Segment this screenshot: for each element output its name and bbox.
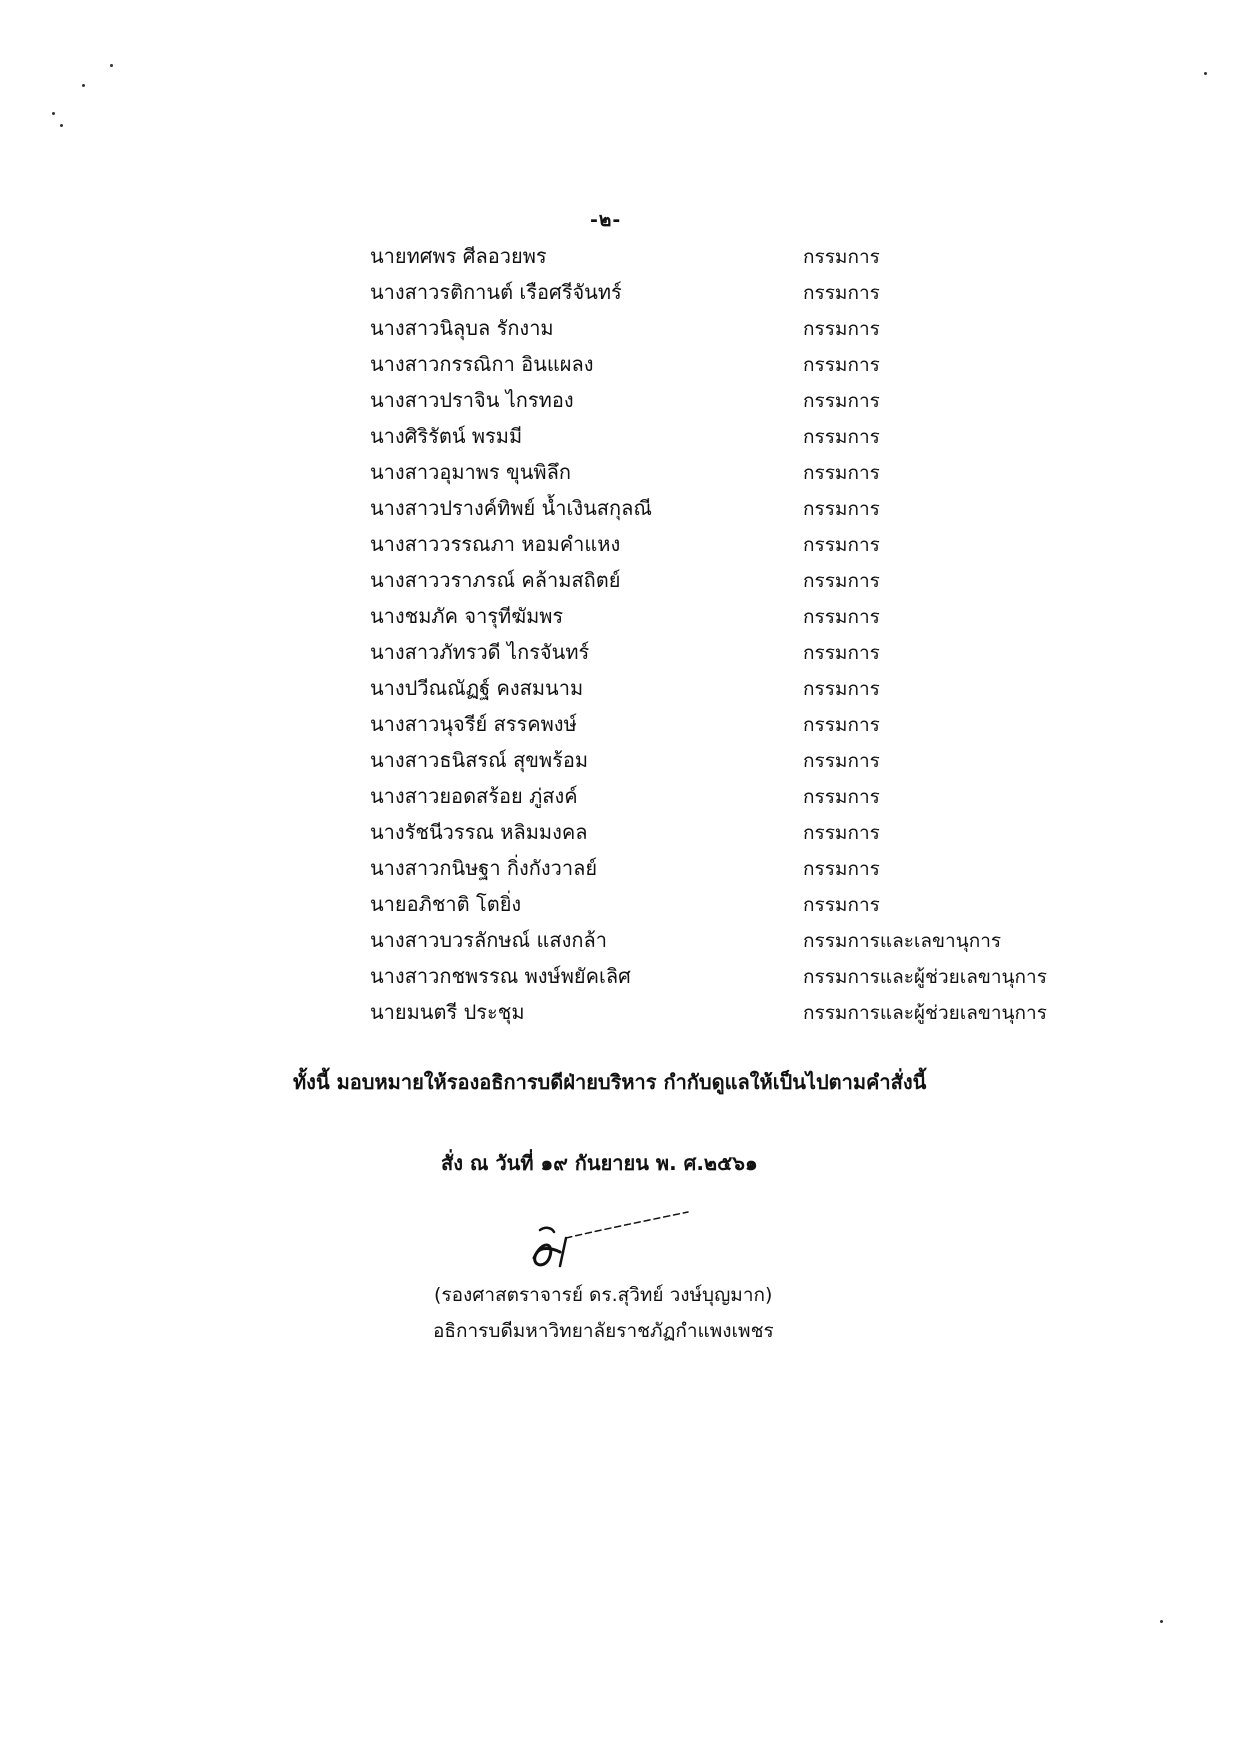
page-number: -๒-	[590, 209, 622, 231]
member-name: นางสาวกนิษฐา กิ่งกังวาลย์	[370, 856, 598, 880]
member-name: นางสาวนิลุบล รักงาม	[370, 316, 554, 340]
member-name: นางสาววรรณภา หอมคำแหง	[370, 532, 621, 556]
member-row	[370, 416, 1070, 452]
member-row	[370, 236, 1070, 272]
member-row	[370, 776, 1070, 812]
member-row	[370, 956, 1070, 992]
scan-speck	[82, 84, 85, 87]
order-date: สั่ง ณ วันที่ ๑๙ กันยายน พ. ศ.๒๕๖๑	[441, 1151, 758, 1175]
assignment-statement: ทั้งนี้ มอบหมายให้รองอธิการบดีฝ่ายบริหาร กำกับดูแลให้เป็นไปตามคำสั่งนี้	[293, 1070, 927, 1094]
member-role: กรรมการและเลขานุการ	[803, 930, 1002, 952]
member-name: นางสาวนุจรีย์ สรรคพงษ์	[370, 712, 577, 736]
committee-member-list	[370, 236, 1070, 1028]
member-name: นางสาวปรางค์ทิพย์ น้ำเงินสกุลณี	[370, 496, 652, 520]
member-name: นางสาวรติกานต์ เรือศรีจันทร์	[370, 280, 622, 304]
member-row	[370, 272, 1070, 308]
member-role: กรรมการและผู้ช่วยเลขานุการ	[803, 966, 1047, 988]
member-name: นางสาวภัทรวดี ไกรจันทร์	[370, 640, 590, 664]
member-name: นางสาวธนิสรณ์ สุขพร้อม	[370, 748, 589, 772]
signer-name: (รองศาสตราจารย์ ดร.สุวิทย์ วงษ์บุญมาก)	[434, 1284, 773, 1306]
member-role: กรรมการและผู้ช่วยเลขานุการ	[803, 1002, 1047, 1024]
member-role: กรรมการ	[803, 894, 880, 916]
member-row	[370, 740, 1070, 776]
member-name: นางศิริรัตน์ พรมมี	[370, 424, 523, 448]
scan-speck	[1160, 1620, 1163, 1623]
member-name: นางสาวปราจิน ไกรทอง	[370, 388, 574, 412]
member-name: นางสาววราภรณ์ คล้ามสถิตย์	[370, 568, 621, 592]
member-row	[370, 560, 1070, 596]
member-role: กรรมการ	[803, 534, 880, 556]
member-role: กรรมการ	[803, 858, 880, 880]
member-row	[370, 704, 1070, 740]
member-name: นายทศพร ศีลอวยพร	[370, 244, 547, 268]
scan-speck	[60, 124, 63, 127]
member-row	[370, 848, 1070, 884]
member-row	[370, 488, 1070, 524]
member-name: นางสาวยอดสร้อย ภู่สงค์	[370, 784, 578, 808]
member-role: กรรมการ	[803, 678, 880, 700]
member-name: นางสาวกชพรรณ พงษ์พยัคเลิศ	[370, 964, 631, 988]
member-row	[370, 596, 1070, 632]
member-name: นางสาวกรรณิกา อินแผลง	[370, 352, 594, 376]
member-role: กรรมการ	[803, 462, 880, 484]
member-row	[370, 452, 1070, 488]
member-row	[370, 668, 1070, 704]
member-row	[370, 380, 1070, 416]
member-name: นางรัชนีวรรณ หลิมมงคล	[370, 820, 588, 844]
member-role: กรรมการ	[803, 498, 880, 520]
signer-position: อธิการบดีมหาวิทยาลัยราชภัฏกำแพงเพชร	[433, 1320, 774, 1342]
member-row	[370, 344, 1070, 380]
member-role: กรรมการ	[803, 246, 880, 268]
member-name: นางชมภัค จารุทีฆัมพร	[370, 604, 564, 628]
member-role: กรรมการ	[803, 318, 880, 340]
member-role: กรรมการ	[803, 390, 880, 412]
member-role: กรรมการ	[803, 786, 880, 808]
member-row	[370, 632, 1070, 668]
member-name: นางสาวอุมาพร ขุนพิลึก	[370, 460, 571, 484]
member-role: กรรมการ	[803, 354, 880, 376]
member-name: นางสาวบวรลักษณ์ แสงกล้า	[370, 928, 607, 952]
member-name: นายมนตรี ประชุม	[370, 1000, 525, 1024]
member-role: กรรมการ	[803, 282, 880, 304]
member-role: กรรมการ	[803, 822, 880, 844]
member-row	[370, 812, 1070, 848]
member-name: นายอภิชาติ โตยิ่ง	[370, 892, 522, 916]
member-role: กรรมการ	[803, 750, 880, 772]
member-row	[370, 992, 1070, 1028]
member-role: กรรมการ	[803, 606, 880, 628]
member-row	[370, 884, 1070, 920]
member-row	[370, 308, 1070, 344]
scan-speck	[110, 64, 113, 67]
member-name: นางปวีณณัฏฐ์ คงสมนาม	[370, 676, 584, 700]
scan-speck	[52, 112, 55, 115]
member-row	[370, 524, 1070, 560]
member-role: กรรมการ	[803, 714, 880, 736]
scan-speck	[1204, 72, 1207, 75]
member-role: กรรมการ	[803, 642, 880, 664]
handwritten-signature	[520, 1200, 700, 1290]
member-row	[370, 920, 1070, 956]
member-role: กรรมการ	[803, 570, 880, 592]
member-role: กรรมการ	[803, 426, 880, 448]
